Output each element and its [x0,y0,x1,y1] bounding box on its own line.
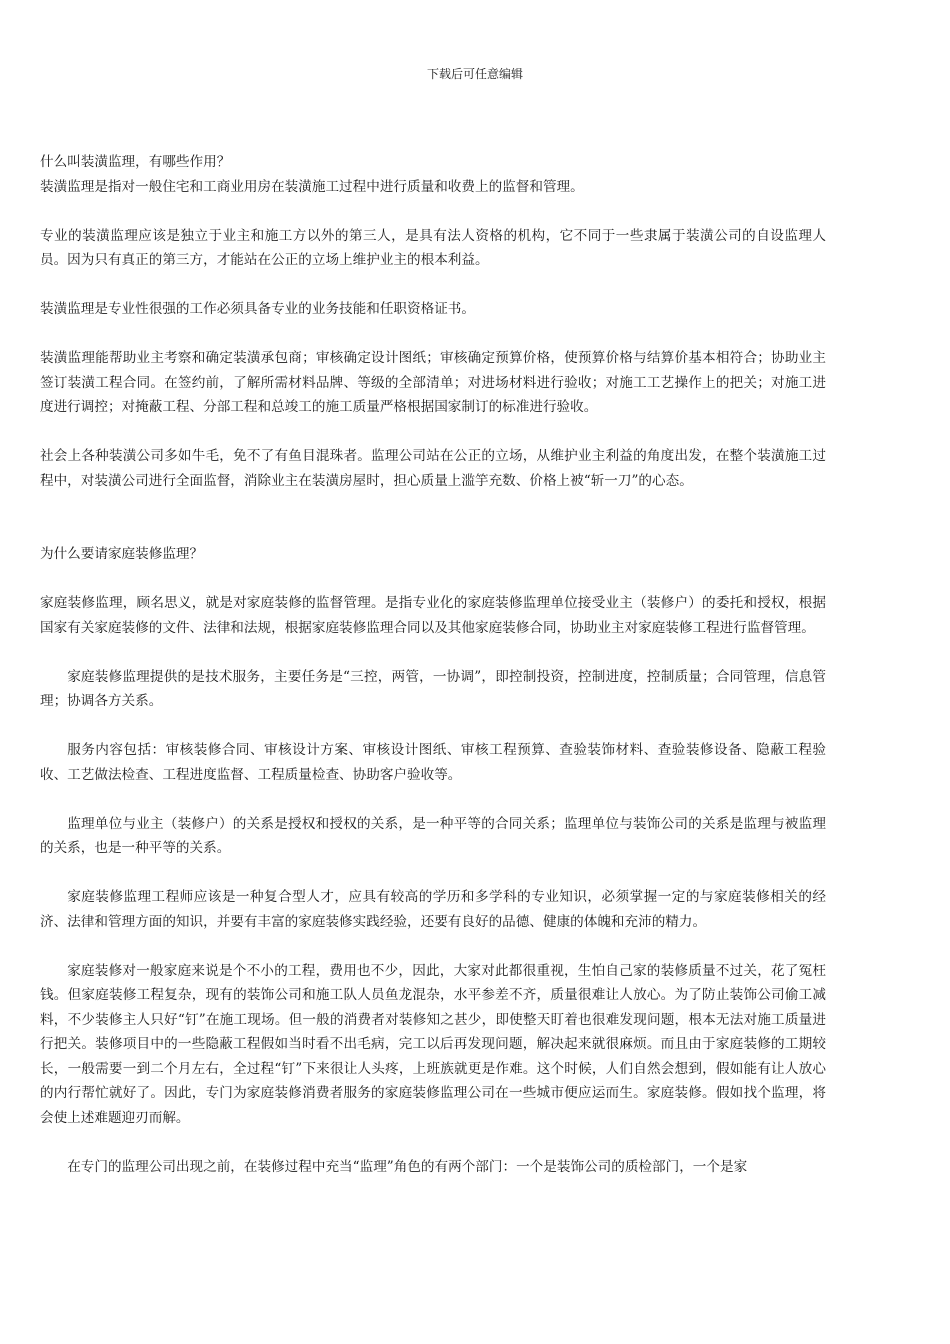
paragraph: 服务内容包括：审核装修合同、审核设计方案、审核设计图纸、审核工程预算、查验装饰材料、查验装修设备、隐蔽工程验收、工艺做法检查、工程进度监督、工程质量检查、协助客户验收等。 [40,742,826,783]
paragraph: 装潢监理是专业性很强的工作必须具备专业的业务技能和任职资格证书。 [40,301,475,317]
document-body [40,150,826,1179]
paragraph: 家庭装修监理提供的是技术服务，主要任务是“三控，两管，一协调”，即控制投资，控制进度，控制质量；合同管理，信息管理；协调各方关系。 [40,668,826,709]
paragraph: 社会上各种装潢公司多如牛毛，免不了有鱼目混珠者。监理公司站在公正的立场，从维护业主利益的角度出发，在整个装潢施工过程中，对装潢公司进行全面监督，消除业主在装潢房屋时，担心质量上滥竽充数、价格上被“斩一刀”的心态。 [40,448,826,489]
paragraph: 家庭装修监理，顾名思义，就是对家庭装修的监督管理。是指专业化的家庭装修监理单位接受业主（装修户）的委托和授权，根据国家有关家庭装修的文件、法律和法规，根据家庭装修监理合同以及其他家庭装修合同，协助业主对家庭装修工程进行监督管理。 [40,595,826,636]
paragraph: 家庭装修监理工程师应该是一种复合型人才，应具有较高的学历和多学科的专业知识，必须掌握一定的与家庭装修相关的经济、法律和管理方面的知识，并要有丰富的家庭装修实践经验，还要有良好的品德、健康的体魄和充沛的精力。 [40,889,826,930]
paragraph: 装潢监理是指对一般住宅和工商业用房在装潢施工过程中进行质量和收费上的监督和管理。 [40,178,584,195]
paragraph: 在专门的监理公司出现之前，在装修过程中充当“监理”角色的有两个部门：一个是装饰公司的质检部门，一个是家 [67,1158,748,1175]
header-note: 下载后可任意编辑 [426,67,523,81]
paragraph: 家庭装修对一般家庭来说是个不小的工程，费用也不少，因此，大家对此都很重视，生怕自己家的装修质量不过关，花了冤枉钱。但家庭装修工程复杂，现有的装饰公司和施工队人员鱼龙混杂，水平参差不齐，质量很难让人放心。为了防止装饰公司偷工减料，不少装修主人只好“钉”在施工现场。但一般的消费者对装修知之甚少，即使整天盯着也很难发现问题，根本无法对施工质量进行把关。装修项目中的一些隐蔽工程假如当时看不出毛病，完工以后再发现问题，解决起来就很麻烦。而且由于家庭装修的工期较长，一般需要一到二个月左右，全过程“钉”下来很让人头疼，上班族就更是作难。这个时候，人们自然会想到，假如能有让人放心的内行帮忙就好了。因此，专门为家庭装修消费者服务的家庭装修监理公司在一些城市便应运而生。家庭装修。假如找个监理，将会使上述难题迎刃而解。 [40,962,826,1126]
section-heading-1: 什么叫装潢监理，有哪些作用？ [40,154,231,170]
section-heading-2: 为什么要请家庭装修监理？ [40,546,204,562]
paragraph: 装潢监理能帮助业主考察和确定装潢承包商；审核确定设计图纸；审核确定预算价格，使预算价格与结算价基本相符合；协助业主签订装潢工程合同。在签约前，了解所需材料品牌、等级的全部清单；对进场材料进行验收；对施工工艺操作上的把关；对施工进度进行调控；对掩蔽工程、分部工程和总竣工的施工质量严格根据国家制订的标准进行验收。 [40,350,826,415]
paragraph: 专业的装潢监理应该是独立于业主和施工方以外的第三人，是具有法人资格的机构，它不同于一些隶属于装潢公司的自设监理人员。因为只有真正的第三方，才能站在公正的立场上维护业主的根本利益。 [40,227,826,268]
paragraph: 监理单位与业主（装修户）的关系是授权和授权的关系，是一种平等的合同关系；监理单位与装饰公司的关系是监理与被监理的关系，也是一种平等的关系。 [40,815,826,856]
